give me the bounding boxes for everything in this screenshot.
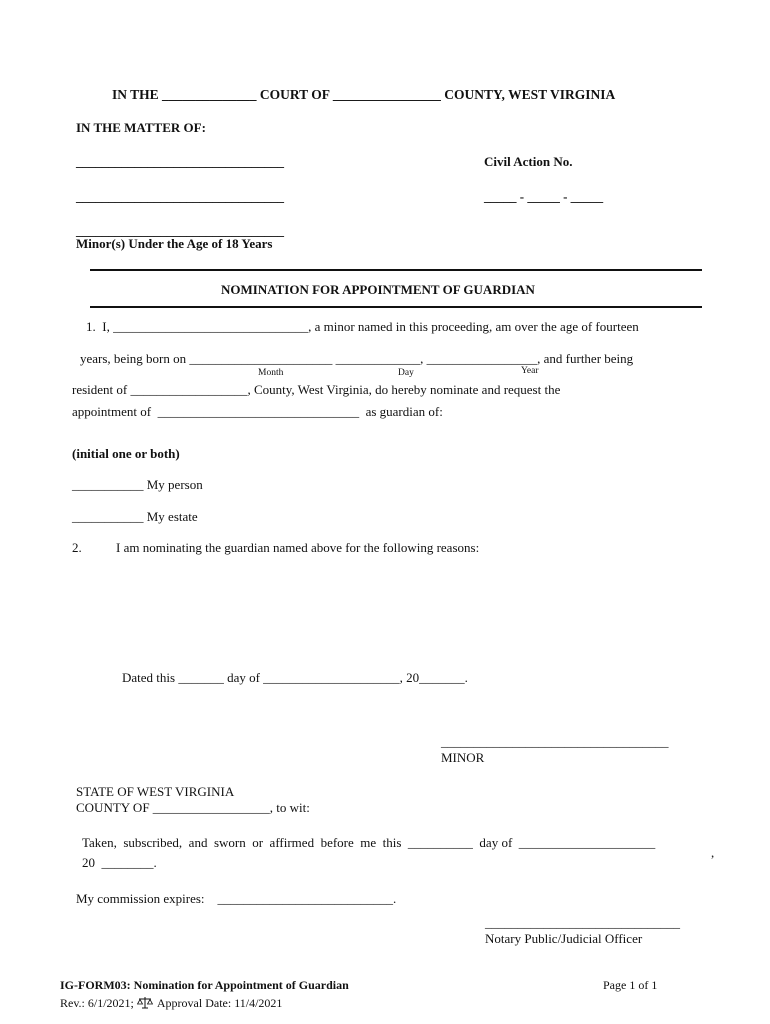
approval-text: Approval Date: 11/4/2021 [156, 996, 283, 1010]
month-label: Month [258, 368, 284, 378]
sworn-comma: , [711, 845, 715, 860]
notary-county: COUNTY OF __________________, to wit: [76, 800, 310, 815]
title-top-rule [90, 269, 702, 271]
section1-line1: 1. I, ______________________________, a minor named in this proceeding, am over the age of fourteen [86, 319, 639, 334]
commission-line: My commission expires: ___________________________. [76, 891, 397, 906]
scales-of-justice-icon [137, 996, 153, 1011]
section1-line4: appointment of _______________________________ as guardian of: [72, 404, 443, 419]
minor-name-line-2[interactable]: ________________________________ [76, 189, 284, 204]
my-person-line[interactable]: ___________ My person [72, 477, 203, 492]
dated-line: Dated this _______ day of _____________________, 20_______. [122, 670, 468, 685]
day-label: Day [398, 368, 414, 378]
court-caption: IN THE ______________ COURT OF ________________ COUNTY, WEST VIRGINIA [112, 87, 616, 102]
notary-label: Notary Public/Judicial Officer [485, 931, 643, 946]
initial-heading: (initial one or both) [72, 446, 180, 461]
minor-name-line-1[interactable]: ________________________________ [76, 154, 284, 169]
notary-state: STATE OF WEST VIRGINIA [76, 784, 235, 799]
minor-signature-label: MINOR [441, 750, 485, 765]
form-title: NOMINATION FOR APPOINTMENT OF GUARDIAN [221, 282, 535, 297]
page-number: Page 1 of 1 [603, 978, 658, 992]
matter-label: IN THE MATTER OF: [76, 120, 206, 135]
my-estate-line[interactable]: ___________ My estate [72, 509, 198, 524]
section1-line2: years, being born on ______________________ _____________, _________________, and further being [80, 351, 634, 366]
rev-line [60, 996, 282, 1011]
sworn-line-1: Taken, subscribed, and sworn or affirmed before me this __________ day of _____________________ [82, 835, 656, 850]
section2-number: 2. [72, 540, 82, 555]
year-label: Year [521, 366, 539, 376]
minor-name-line-3[interactable]: ________________________________ [76, 223, 284, 238]
section2-text: I am nominating the guardian named above for the following reasons: [116, 540, 480, 555]
form-id: IG-FORM03: Nomination for Appointment of Guardian [60, 978, 349, 992]
minor-signature-line[interactable]: ___________________________________ [441, 734, 669, 749]
sworn-line-2: 20 ________. [82, 855, 157, 870]
minors-label: Minor(s) Under the Age of 18 Years [76, 236, 273, 251]
civil-action-number[interactable]: _____ - _____ - _____ [484, 189, 604, 204]
section1-line3: resident of __________________, County, West Virginia, do hereby nominate and request the [72, 382, 561, 397]
notary-signature-line[interactable]: ______________________________ [485, 915, 680, 930]
civil-action-label: Civil Action No. [484, 154, 573, 169]
title-bottom-rule [90, 306, 702, 308]
rev-text: Rev.: 6/1/2021; [60, 996, 134, 1010]
